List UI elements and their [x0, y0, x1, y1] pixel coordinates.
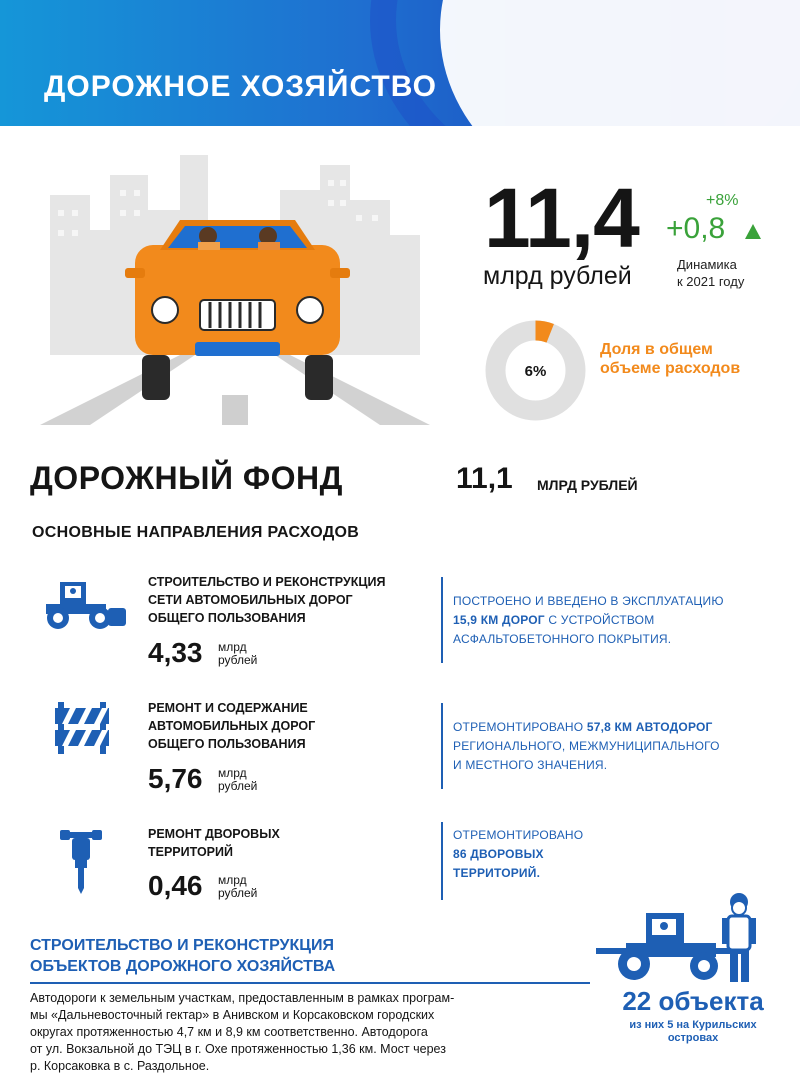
expense-unit-line: млрд [218, 873, 247, 887]
expense-name-line: РЕМОНТ ДВОРОВЫХ [148, 827, 280, 841]
header-decoration-white [440, 0, 800, 126]
construction-divider [30, 982, 590, 984]
expense-unit-line: рублей [218, 779, 258, 793]
construction-title-line: ОБЪЕКТОВ ДОРОЖНОГО ХОЗЯЙСТВА [30, 958, 336, 975]
road-fund-unit: МЛРД РУБЛЕЙ [537, 477, 638, 493]
construction-text-line: мы «Дальневосточный гектар» в Анивском и Корсаковском городских [30, 1008, 435, 1022]
road-roller-icon [38, 578, 128, 630]
expense-name-line: РЕМОНТ И СОДЕРЖАНИЕ [148, 701, 308, 715]
dynamics-label-line: к 2021 году [677, 274, 745, 289]
page-title: ДОРОЖНОЕ ХОЗЯЙСТВО [44, 70, 437, 103]
total-amount: 11,4 [484, 171, 639, 265]
construction-text-line: от ул. Вокзальной до ТЭЦ в г. Охе протяженностью 1,36 км. Мост через [30, 1042, 446, 1056]
expense-name-line: ОБЩЕГО ПОЛЬЗОВАНИЯ [148, 737, 306, 751]
road-barrier-icon [54, 700, 110, 754]
expense-unit-line: млрд [218, 640, 247, 654]
expense-name [148, 699, 315, 753]
expense-result-line: И МЕСТНОГО ЗНАЧЕНИЯ. [453, 758, 608, 772]
construction-description [30, 990, 570, 1075]
share-label-line: Доля в общем [600, 341, 713, 358]
expense-result-text: С УСТРОЙСТВОМ [544, 613, 655, 627]
construction-title [30, 935, 335, 977]
expense-name [148, 825, 280, 861]
header-banner [0, 0, 800, 126]
expense-value: 5,76 [148, 763, 203, 794]
expense-name-line: ОБЩЕГО ПОЛЬЗОВАНИЯ [148, 611, 306, 625]
expense-result-line: ОТРЕМОНТИРОВАНО [453, 828, 584, 842]
total-amount-unit: млрд рублей [483, 262, 632, 290]
expense-result-line [453, 611, 724, 630]
expense-result-line: АСФАЛЬТОБЕТОННОГО ПОКРЫТИЯ. [453, 632, 672, 646]
divider-line [441, 577, 443, 663]
expense-name-line: АВТОМОБИЛЬНЫХ ДОРОГ [148, 719, 316, 733]
dynamics-label [677, 256, 744, 290]
dynamics-percent: +8% [706, 192, 739, 209]
divider-line [441, 822, 443, 900]
construction-text-line: Автодороги к земельным участкам, предоставленным в рамках програм- [30, 991, 455, 1005]
dynamics-value: +0,8 [666, 212, 726, 245]
objects-subtitle [598, 1019, 788, 1045]
road-fund-amount: 11,1 [456, 462, 513, 495]
share-label [600, 340, 740, 378]
expense-value: 0,46 [148, 870, 203, 901]
divider-line [441, 703, 443, 789]
roller-worker-illustration [596, 888, 796, 988]
expense-result-highlight: 86 ДВОРОВЫХ [453, 847, 544, 861]
expense-name-line: СТРОИТЕЛЬСТВО И РЕКОНСТРУКЦИЯ [148, 575, 386, 589]
directions-title: ОСНОВНЫЕ НАПРАВЛЕНИЯ РАСХОДОВ [32, 524, 360, 541]
expense-result-highlight: 15,9 КМ ДОРОГ [453, 613, 545, 627]
donut-center-label: 6% [524, 363, 547, 380]
objects-count: 22 объекта [622, 986, 764, 1016]
road-fund-title: ДОРОЖНЫЙ ФОНД [30, 460, 343, 496]
expense-name-line: СЕТИ АВТОМОБИЛЬНЫХ ДОРОГ [148, 593, 353, 607]
city-car-illustration [30, 150, 440, 425]
objects-subtitle-line: островах [667, 1032, 719, 1044]
objects-subtitle-line: из них 5 на Курильских [629, 1019, 757, 1031]
expense-name-line: ТЕРРИТОРИЙ [148, 845, 233, 859]
share-donut-chart [483, 318, 588, 423]
expense-result [453, 718, 720, 775]
construction-title-line: СТРОИТЕЛЬСТВО И РЕКОНСТРУКЦИЯ [30, 937, 334, 954]
expense-result-highlight: ТЕРРИТОРИЙ. [453, 866, 541, 880]
expense-unit [218, 767, 257, 793]
arrow-up-icon [745, 224, 761, 239]
expense-name [148, 573, 385, 627]
construction-text-line: р. Корсаковка в с. Раздольное. [30, 1059, 210, 1073]
dynamics-label-line: Динамика [677, 257, 737, 272]
expense-unit-line: млрд [218, 766, 247, 780]
construction-text-line: округах протяженностью 4,7 км и 8,9 км соответственно. Автодорога [30, 1025, 428, 1039]
expense-result [453, 826, 583, 883]
expense-result-line [453, 718, 720, 737]
expense-value: 4,33 [148, 637, 203, 668]
expense-result-line: ПОСТРОЕНО И ВВЕДЕНО В ЭКСПЛУАТАЦИЮ [453, 594, 724, 608]
expense-result-text: ОТРЕМОНТИРОВАНО [453, 720, 587, 734]
share-label-line: объеме расходов [600, 360, 741, 377]
expense-result-highlight: 57,8 КМ АВТОДОРОГ [586, 720, 713, 734]
expense-unit-line: рублей [218, 886, 258, 900]
expense-result [453, 592, 724, 649]
expense-unit-line: рублей [218, 653, 258, 667]
jackhammer-icon [58, 826, 104, 894]
expense-unit [218, 874, 257, 900]
expense-unit [218, 641, 257, 667]
expense-result-line: РЕГИОНАЛЬНОГО, МЕЖМУНИЦИПАЛЬНОГО [453, 739, 720, 753]
